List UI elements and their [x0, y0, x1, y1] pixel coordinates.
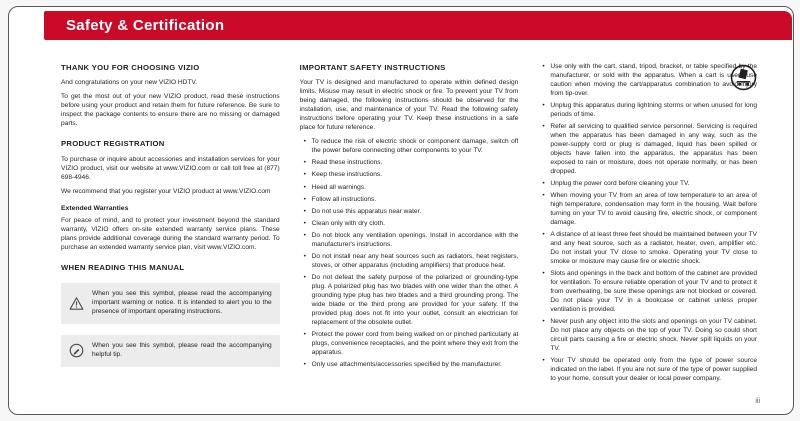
- safety-bullet-item: • Do not block any ventilation openings. Install in accordance with the manufacturer's instructions.: [303, 232, 519, 250]
- header-banner: [44, 11, 792, 40]
- safety-bullet-item: • Do not use this apparatus near water.: [303, 208, 519, 217]
- product-registration-paragraphs: [61, 156, 280, 197]
- page-content: [61, 63, 757, 390]
- page-title: Safety & Certification: [66, 17, 225, 34]
- safety-bullet-item: • Slots and openings in the back and bottom of the cabinet are provided for ventilation. To ensure reliable operation of your TV and to protect it from overheating, be sure these openings are not blocked or covered. Do not place your TV in a bookcase or cabinet unless proper ventilation is provided.: [541, 270, 757, 315]
- heading-extended-warranties: Extended Warranties: [61, 204, 129, 212]
- safety-bullet-item: • When moving your TV from an area of low temperature to an area of high temperature, condensation may form in the housing. Wait before turning on your TV to avoid causing fire, electric shock, or component damage.: [541, 192, 757, 228]
- pencil-note-icon: [69, 343, 84, 358]
- right-column-wrap: [538, 63, 757, 384]
- tip-note-box: [61, 335, 280, 367]
- heading-thank-you: THANK YOU FOR CHOOSING VIZIO: [61, 63, 200, 72]
- safety-bullet-item: • Only use attachments/accessories specified by the manufacturer.: [303, 361, 519, 370]
- right-column: [538, 63, 757, 390]
- safety-bullet-item: • Follow all instructions.: [303, 196, 519, 205]
- manual-page: [8, 6, 794, 415]
- safety-bullet-item: • Your TV should be operated only from the type of power source indicated on the label. If you are not sure of the type of power supplied to your home, consult your dealer or local power company.: [541, 357, 757, 384]
- paragraph: And congratulations on your new VIZIO HDTV.: [61, 79, 198, 87]
- safety-bullet-item: • Never push any object into the slots and openings on your TV cabinet. Do not place any objects on the top of your TV. Doing so could short circuit parts causing a fire or electric shock. Never spill liquids on your TV.: [541, 318, 757, 354]
- safety-bullet-item: • Unplug the power cord before cleaning your TV.: [541, 180, 757, 189]
- safety-bullet-item: • Keep these instructions.: [303, 171, 519, 180]
- paragraph: For peace of mind, and to protect your investment beyond the standard warranty, VIZIO offers on-site extended warranty service plans. These plans provide additional coverage during the standard warranty period. To purchase an extended warranty service plan, visit www.VIZIO.com.: [61, 216, 280, 251]
- paragraph: To purchase or inquire about accessories and installation services for your VIZIO product, visit our website at www.VIZIO.com or call toll free at (877) 698-4946.: [61, 155, 280, 181]
- warning-triangle-icon: [69, 296, 84, 311]
- heading-when-reading: WHEN READING THIS MANUAL: [61, 262, 185, 272]
- paragraph: To get the most out of your new VIZIO product, read these instructions before using your product and retain them for future reference. Be sure to inspect the package contents to ensure there are no missing or damaged parts.: [61, 93, 280, 128]
- safety-bullet-item: • To reduce the risk of electric shock or component damage, switch off the power before connecting other components to your TV.: [303, 138, 519, 156]
- safety-bullet-list: [300, 138, 519, 370]
- paragraph: We recommend that you register your VIZIO product at www.VIZIO.com: [61, 187, 271, 195]
- safety-intro-paragraph: Your TV is designed and manufactured to operate within defined design limits. Misuse may result in electric shock or fire. To prevent your TV from being damaged, the following instructions should be observed for the installation, use, and maintenance of your TV. Read the following safety instructions before operating your TV. Keep these instructions in a safe place for future reference.: [299, 79, 519, 132]
- warning-note-box: [61, 283, 280, 324]
- safety-bullet-item: • Unplug this apparatus during lightning storms or when unused for long periods of time.: [541, 102, 757, 120]
- safety-bullet-item: • Refer all servicing to qualified service personnel. Servicing is required when the apparatus has been damaged in any way, such as the power-supply cord or plug is damaged, liquid has been spilled or objects have fallen into the apparatus, the apparatus has been exposed to rain or moisture, does not operate normally, or has been dropped.: [541, 123, 757, 177]
- heading-safety-instructions: IMPORTANT SAFETY INSTRUCTIONS: [299, 63, 446, 72]
- extended-warranties-paragraphs: [61, 217, 280, 253]
- safety-bullet-list-continued: [538, 63, 757, 384]
- safety-bullet-item: • Use only with the cart, stand, tripod, bracket, or table specified by the manufacturer, or sold with the apparatus. When a cart is used, use caution when moving the cart/apparatus combination to avoid injury from tip-over.: [541, 63, 757, 99]
- safety-bullet-item: • Clean only with dry cloth.: [303, 220, 519, 229]
- tip-note-text: When you see this symbol, please read the accompanying helpful tip.: [92, 341, 272, 358]
- safety-bullet-item: • Protect the power cord from being walked on or pinched particularly at plugs, convenience receptacles, and the point where they exit from the apparatus.: [303, 331, 519, 358]
- heading-product-registration: PRODUCT REGISTRATION: [61, 139, 165, 149]
- safety-bullet-item: • A distance of at least three feet should be maintained between your TV and any heat source, such as a radiator, heater, oven, amplifier etc. Do not install your TV close to smoke. Operating your TV close to smoke or moisture may cause fire or electric shock.: [541, 231, 757, 267]
- warning-note-text: When you see this symbol, please read the accompanying important warning or notice. It is intended to alert you to the presence of important operating instructions.: [92, 290, 272, 315]
- safety-bullet-item: • Do not install near any heat sources such as radiators, heat registers, stoves, or other apparatus (including amplifiers) that produce heat.: [303, 253, 519, 271]
- left-column: [61, 63, 280, 390]
- safety-bullet-item: • Heed all warnings.: [303, 184, 519, 193]
- middle-column: [300, 63, 519, 390]
- safety-bullet-item: • Do not defeat the safety purpose of the polarized or grounding-type plug. A polarized plug has two blades with one wider than the other. A grounding type plug has two blades and a third grounding prong. The wide blade or the third prong are provided for your safety. If the provided plug does not fit into your outlet, consult an electrician for replacement of the obsolete outlet.: [303, 274, 519, 328]
- page-number: iii: [755, 398, 760, 405]
- safety-bullet-item: • Read these instructions.: [303, 159, 519, 168]
- thank-you-paragraphs: [61, 79, 280, 129]
